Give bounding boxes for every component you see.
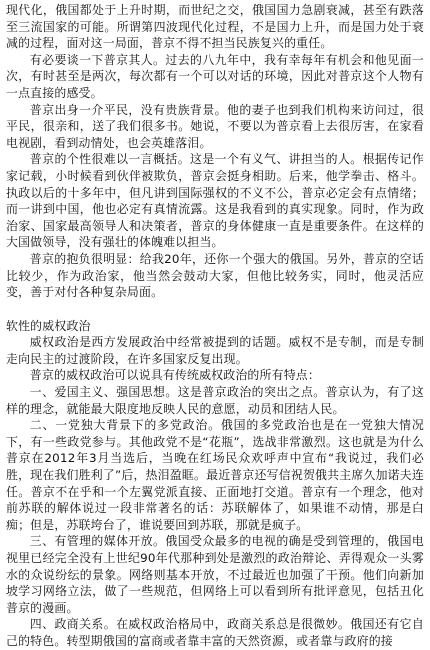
paragraph: 普京出身一介平民，没有贵族背景。他的妻子也到我们机构来访问过，很平民，很亲和，送了我们很多书。她说，不要以为普京看上去很厉害，在家看电视剧，看到动情处，也会英雄落泪。 [6, 102, 424, 150]
paragraph: 有必要谈一下普京其人。过去的八九年中，我有幸每年有机会和他见面一次，有时甚至是两次，每次都有一个可以对话的环境，因此对普京这个人物有一点直接的感受。 [6, 52, 424, 100]
bottom-section [6, 334, 424, 649]
paragraph: 普京的个性很难以一言概括。这是一个有义气、讲担当的人。根据传记作家记载，小时候看到伙伴被欺负，普京会挺身相助。后来，他学拳击、格斗。执政以后的十多年中，但凡讲到国际强权的不义不公，普京必定会有点情绪；而一讲到中国，他也必定有真情流露。这是我看到的真实现象。同时，作为政治家、国家最高领导人和决策者，普京的身体健康一直是重要条件。在这样的大国做领导，没有强壮的体魄难以担当。 [6, 152, 424, 250]
paragraph: 普京的威权政治可以说具有传统威权政治的所有特点： [29, 368, 320, 383]
paragraph: 威权政治是西方发展政治中经常被提到的话题。威权不是专制，而是专制走向民主的过渡阶段，在许多国家反复出现。 [6, 335, 424, 366]
top-section [6, 2, 424, 301]
list-item: 二、一党独大背景下的多党政治。俄国的多党政治也是在一党独大情况下，有一些政党参与。其他政党不是“花瓶”，选战非常激烈。这也就是为什么普京在2012年3月当选后，当晚在红场民众欢呼声中宣布“我说过，我们必胜，现在我们胜利了”后，热泪盈眶。最近普京还写信祝贺俄共主席久加诺夫连任。普京不在乎和一个左翼党派直接、正面地打交道。普京有一个理念，他对前苏联的解体说过一段非常著名的话：苏联解体了，如果谁不动情，那是白痴；但是，苏联垮台了，谁说要回到苏联，那就是疯子。 [6, 418, 424, 532]
list-item: 四、政商关系。在威权政治格局中，政商关系总是很微妙。俄国还有它自己的特色。转型期俄国的富商或者靠丰富的天然资源，或者靠与政府的接 [6, 617, 424, 648]
list-item: 三、有管理的媒体开放。俄国受众最多的电视的确是受到管理的，俄国电视里已经完全没有上世纪90年代那种到处是激烈的政治辩论、弄得观众一头雾水的众说纷纭的景象。网络则基本开放，不过最近也加强了干预。他们向新加坡学习网络立法，做了一些规范，但网络上可以看到所有批评意见，包括丑化普京的漫画。 [6, 534, 424, 615]
paragraph: 普京的抱负很明显：给我20年，还你一个强大的俄国。另外，普京的空话比较少，作为政治家，他当然会鼓动大家，但他比较务实，同时，他灵活应变，善于对付各种复杂局面。 [6, 251, 424, 300]
list-item: 一、爱国主义、强国思想。这是普京政治的突出之点。普京认为，有了这样的理念，就能最大限度地反映人民的意愿，动员和团结人民。 [6, 385, 424, 416]
section-spacer [6, 301, 424, 318]
paragraph: 现代化，俄国都处于上升时期，而世纪之交，俄国国力急剧衰减，甚至有跌落至三流国家的可能。所谓第四波现代化过程，不是国力上升，而是国力处于衰减的过程，面对这一局面，普京不得不担当民族复兴的重任。 [6, 3, 424, 51]
section-heading: 软性的威权政治 [6, 318, 91, 333]
